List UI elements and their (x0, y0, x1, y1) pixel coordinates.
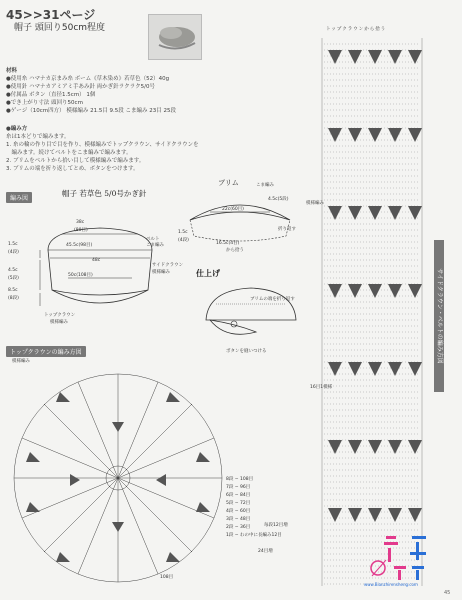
method-line: 編みます。続けてベルトをこま編みで編みます。 (6, 150, 132, 156)
dim-label: (4段) (8, 250, 19, 255)
dim-label: (80目) (74, 228, 88, 233)
stitch-fan (408, 440, 422, 454)
hat-diagram-title: 帽子 若草色 5/0号かぎ針 (62, 189, 147, 198)
belt-label: ベルト (146, 237, 160, 242)
method-line: 糸は1本どりで編みます。 (6, 134, 70, 140)
stitch-fan (348, 508, 362, 522)
stitch-fan (368, 284, 382, 298)
hat-diagram (0, 198, 190, 338)
dim-label: 1.5c (8, 242, 18, 247)
row-legend-item: 4段 − 60目 (226, 509, 251, 514)
brim-fold-note: 折り返す (278, 227, 296, 232)
row-legend-item: 1段 − わの中に長編み12目 (226, 533, 282, 538)
dim-label: 48c (92, 258, 101, 263)
material-line: ●使用糸 ハマナカ京まみ糸 ボーム《草木染め》若草色（52）40g (6, 76, 170, 82)
materials-heading: 材料 (6, 68, 18, 74)
stitch-fan (368, 128, 382, 142)
finish-button-note: ボタンを縫いつける (226, 349, 267, 354)
side-chart-banner (434, 240, 444, 392)
stitch-fan (328, 508, 342, 522)
top-crown-chart (0, 362, 230, 592)
stitch-fan (408, 362, 422, 376)
stitch-fan (368, 206, 382, 220)
dim-label: (8段) (8, 296, 19, 301)
page-title: 45>>31ページ (6, 8, 96, 22)
side-chart-top-note: トップクラウンから拾う (326, 27, 387, 32)
brim-dim: 4.5c(5段) (268, 197, 289, 202)
method-line: 3. ブリムの端を折り返してとめ、ボタンをつけます。 (6, 166, 139, 172)
row-legend-item: 3段 − 48目 (226, 517, 251, 522)
row-legend (226, 476, 282, 540)
finish-heading: 仕上げ (196, 268, 220, 278)
stitch-fan (368, 50, 382, 64)
side-crown-stitch: 模様編み (152, 270, 170, 275)
hat-photo (148, 14, 202, 60)
side-crown-chart (318, 38, 428, 590)
brim-dim: 1.5c (178, 230, 188, 235)
method-heading: ●編み方 (6, 126, 28, 132)
stitch-fan (408, 128, 422, 142)
dim-label: 45.5c(98目) (66, 243, 93, 248)
brim-dim: 22c(60目) (222, 207, 244, 212)
material-line: ●付属品 ボタン（直径1.5cm） 1個 (6, 92, 96, 98)
material-line: ●ゲージ（10cm四方） 模様編み 21.5目 9.5段 こま編み 23目 25段 (6, 108, 177, 114)
inc-note-2: 24目増 (258, 549, 273, 554)
top-crown-label: トップクラウン (44, 313, 76, 318)
side-crown-label: サイドクラウン (152, 263, 184, 268)
section-top-crown-chart: トップクラウンの編み方図 (6, 346, 86, 357)
row-legend-item: 5段 − 72目 (226, 501, 251, 506)
stitch-fan (348, 440, 362, 454)
method-line: 1. 糸の輪の作り目で目を作り、模様編みでトップクラウン、サイドクラウンを (6, 142, 199, 148)
stitch-fan (408, 206, 422, 220)
method-line: 2. ブリムをベルトから拾い目して模様編みで編みます。 (6, 158, 145, 164)
section-diagram: 編み図 (6, 192, 32, 203)
top-chart-bottom-label: 108目 (160, 575, 174, 580)
row-legend-item: 8段 − 108目 (226, 477, 254, 482)
dim-label: 50c(108目) (68, 273, 93, 278)
page-number: 45 (444, 590, 451, 596)
stitch-fan (368, 440, 382, 454)
row-legend-item: 2段 − 36目 (226, 525, 251, 530)
material-line: ●でき上がり寸法 頭回り50cm (6, 100, 83, 106)
stitch-fan (348, 362, 362, 376)
dim-label: 4.5c (8, 268, 18, 273)
side-chart-label: 模様編み (306, 201, 324, 206)
brim-stitch: こま編み (256, 183, 274, 188)
brim-dim: から拾う (226, 248, 244, 253)
stitch-fan (408, 508, 422, 522)
brim-dim: 16.5c(4目) (216, 241, 240, 246)
finish-brim-note: ブリムの端を折り返す (250, 297, 295, 302)
dim-label: 38c (76, 220, 85, 225)
material-line: ●使用針 ハマナカアミアミ手あみ針 両かぎ針ラクラク5/0号 (6, 84, 156, 90)
dim-label: 8.5c (8, 288, 18, 293)
dim-label: (5段) (8, 276, 19, 281)
stitch-fan (408, 50, 422, 64)
brim-dim: (4段) (178, 238, 189, 243)
side-chart-label: 16目1模様 (310, 385, 333, 390)
top-crown-stitch: 模様編み (50, 320, 68, 325)
stitch-fan (348, 50, 362, 64)
stitch-fan (368, 362, 382, 376)
stitch-fan (348, 284, 362, 298)
item-title: 帽子 頭回り50cm程度 (14, 23, 106, 33)
brim-label: ブリム (218, 179, 239, 187)
belt-stitch: こま編み (146, 243, 164, 248)
top-chart-caption: 模様編み (12, 359, 30, 364)
side-chart-banner-text: サイドクラウン・ベルトの編み方図 (436, 268, 443, 364)
row-legend-item: 6段 − 84目 (226, 493, 251, 498)
stitch-fan (348, 206, 362, 220)
stitch-fan (388, 508, 402, 522)
row-legend-item: 7段 − 96目 (226, 485, 251, 490)
inc-note: 毎段12目増 (264, 523, 288, 528)
stitch-fan (408, 284, 422, 298)
stitch-fan (368, 508, 382, 522)
logo-url: www.Bianzhirensheng.com (364, 582, 418, 587)
stitch-fan (348, 128, 362, 142)
site-logo (364, 532, 440, 590)
